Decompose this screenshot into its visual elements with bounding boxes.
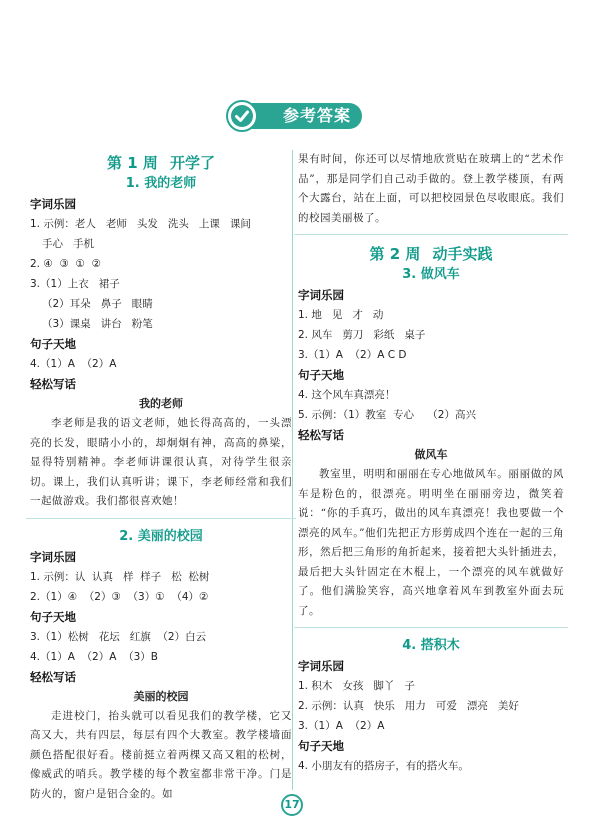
answer-line: 5. 示例：（1）教室 专心 （2）高兴 <box>298 409 476 421</box>
answer-line: 2. 示例：认真 快乐 用力 可爱 漂亮 美好 <box>298 700 519 712</box>
right-column <box>298 150 564 776</box>
week-2-title: 第 2 周 动手实践 <box>369 245 493 263</box>
answer-line: 1. 示例：认 认真 样 样子 松 松树 <box>30 570 210 583</box>
essay-title: 做风车 <box>414 448 448 461</box>
answer-line: 4. 这个风车真漂亮！ <box>298 389 396 401</box>
essay-paragraph: 教室里，明明和丽丽在专心地做风车。丽丽做的风车是粉色的，很漂亮。明明坐在丽丽旁边，微笑着说：“你的手真巧，做出的风车真漂亮！我也要做一个漂亮的风车。”他们先把正方形剪成四个连在一起的三角形，然后把三角形的角折起来，接着把大头针插进去，最后把大头针固定在木棍上，一个漂亮的风车就做好了。他们满脸笑容，高兴地拿着风车到教室外面去玩了。 <box>298 468 564 617</box>
answer-header-badge <box>226 100 362 132</box>
answer-line: （2）耳朵 鼻子 眼睛 <box>42 298 153 310</box>
section-heading: 轻松写话 <box>30 377 76 391</box>
essay-title: 美丽的校园 <box>133 689 189 703</box>
page-number: 17 <box>281 794 303 816</box>
essay-paragraph: 走进校门，抬头就可以看见我们的教学楼，它又高又大，共有四层，每层有四个大教室。教学楼墙面颜色搭配很好看。楼前挺立着两棵又高又粗的松树，像威武的哨兵。教学楼的每个教室都非常干净。门是防火的，窗户是铝合金的。如 <box>30 709 292 800</box>
answer-line: 2. 风车 剪刀 彩纸 桌子 <box>298 329 426 341</box>
section-separator <box>294 627 568 628</box>
section-heading: 句子天地 <box>298 368 344 382</box>
answer-line: 1. 地 见 才 动 <box>298 309 384 321</box>
section-heading: 句子天地 <box>30 337 76 351</box>
answer-line: 3.（1）上衣 裙子 <box>30 278 120 290</box>
section-heading: 句子天地 <box>30 609 76 624</box>
answer-line: 4.（1）A （2）A （3）B <box>30 650 158 663</box>
section-separator <box>26 518 296 519</box>
answer-line: 4.（1）A （2）A <box>30 358 117 370</box>
answer-line: 1. 示例：老人 老师 头发 洗头 上课 课间 <box>30 218 251 230</box>
section-heading: 字词乐园 <box>30 197 76 211</box>
lesson-3-title: 3. 做风车 <box>402 267 460 282</box>
essay-continuation: 果有时间，你还可以尽情地欣赏贴在玻璃上的“艺术作品”，那是同学们自己动手做的。登上教学楼顶，有两个大露台，站在上面，可以把校园景色尽收眼底。我们的校园美丽极了。 <box>298 153 564 224</box>
answer-line: 2.（1）④ （2）③ （3）① （4）② <box>30 590 209 603</box>
left-column <box>30 152 292 804</box>
section-separator <box>294 234 568 235</box>
week-1-title: 第 1 周 开学了 <box>107 154 215 172</box>
answer-line: 3.（1）A （2）A <box>298 720 385 732</box>
answer-line: 1. 积木 女孩 脚丫 子 <box>298 680 415 692</box>
section-heading: 轻松写话 <box>30 669 76 684</box>
answer-line: 手心 手机 <box>42 238 95 250</box>
answer-line: （3）课桌 讲台 粉笔 <box>42 318 153 330</box>
column-divider <box>292 150 293 790</box>
section-heading: 轻松写话 <box>298 428 344 442</box>
lesson-4-title: 4. 搭积木 <box>402 638 460 653</box>
header-title: 参考答案 <box>282 106 351 125</box>
answer-line: 2. ④ ③ ① ② <box>30 258 102 270</box>
section-heading: 字词乐园 <box>298 659 344 673</box>
header-pill <box>240 103 362 129</box>
section-heading: 句子天地 <box>298 739 344 753</box>
section-heading: 字词乐园 <box>298 288 344 302</box>
section-heading: 字词乐园 <box>30 549 76 564</box>
essay-title: 我的老师 <box>139 397 183 410</box>
answer-line: 3.（1）松树 花坛 红旗 （2）白云 <box>30 630 207 643</box>
essay-paragraph: 李老师是我的语文老师，她长得高高的，一头漂亮的长发，眼睛小小的，却炯炯有神，高高的鼻梁，显得特别精神。李老师讲课很认真，对待学生很亲切。课上，我们认真听讲；课下，李老师经常和我们一起做游戏。我们都很喜欢她！ <box>30 417 292 507</box>
check-icon <box>226 100 258 132</box>
answer-line: 4. 小朋友有的搭房子，有的搭火车。 <box>298 760 469 772</box>
answer-line: 3.（1）A （2）A C D <box>298 349 407 361</box>
lesson-2-title: 2. 美丽的校园 <box>119 528 203 544</box>
lesson-1-title: 1. 我的老师 <box>125 176 197 191</box>
